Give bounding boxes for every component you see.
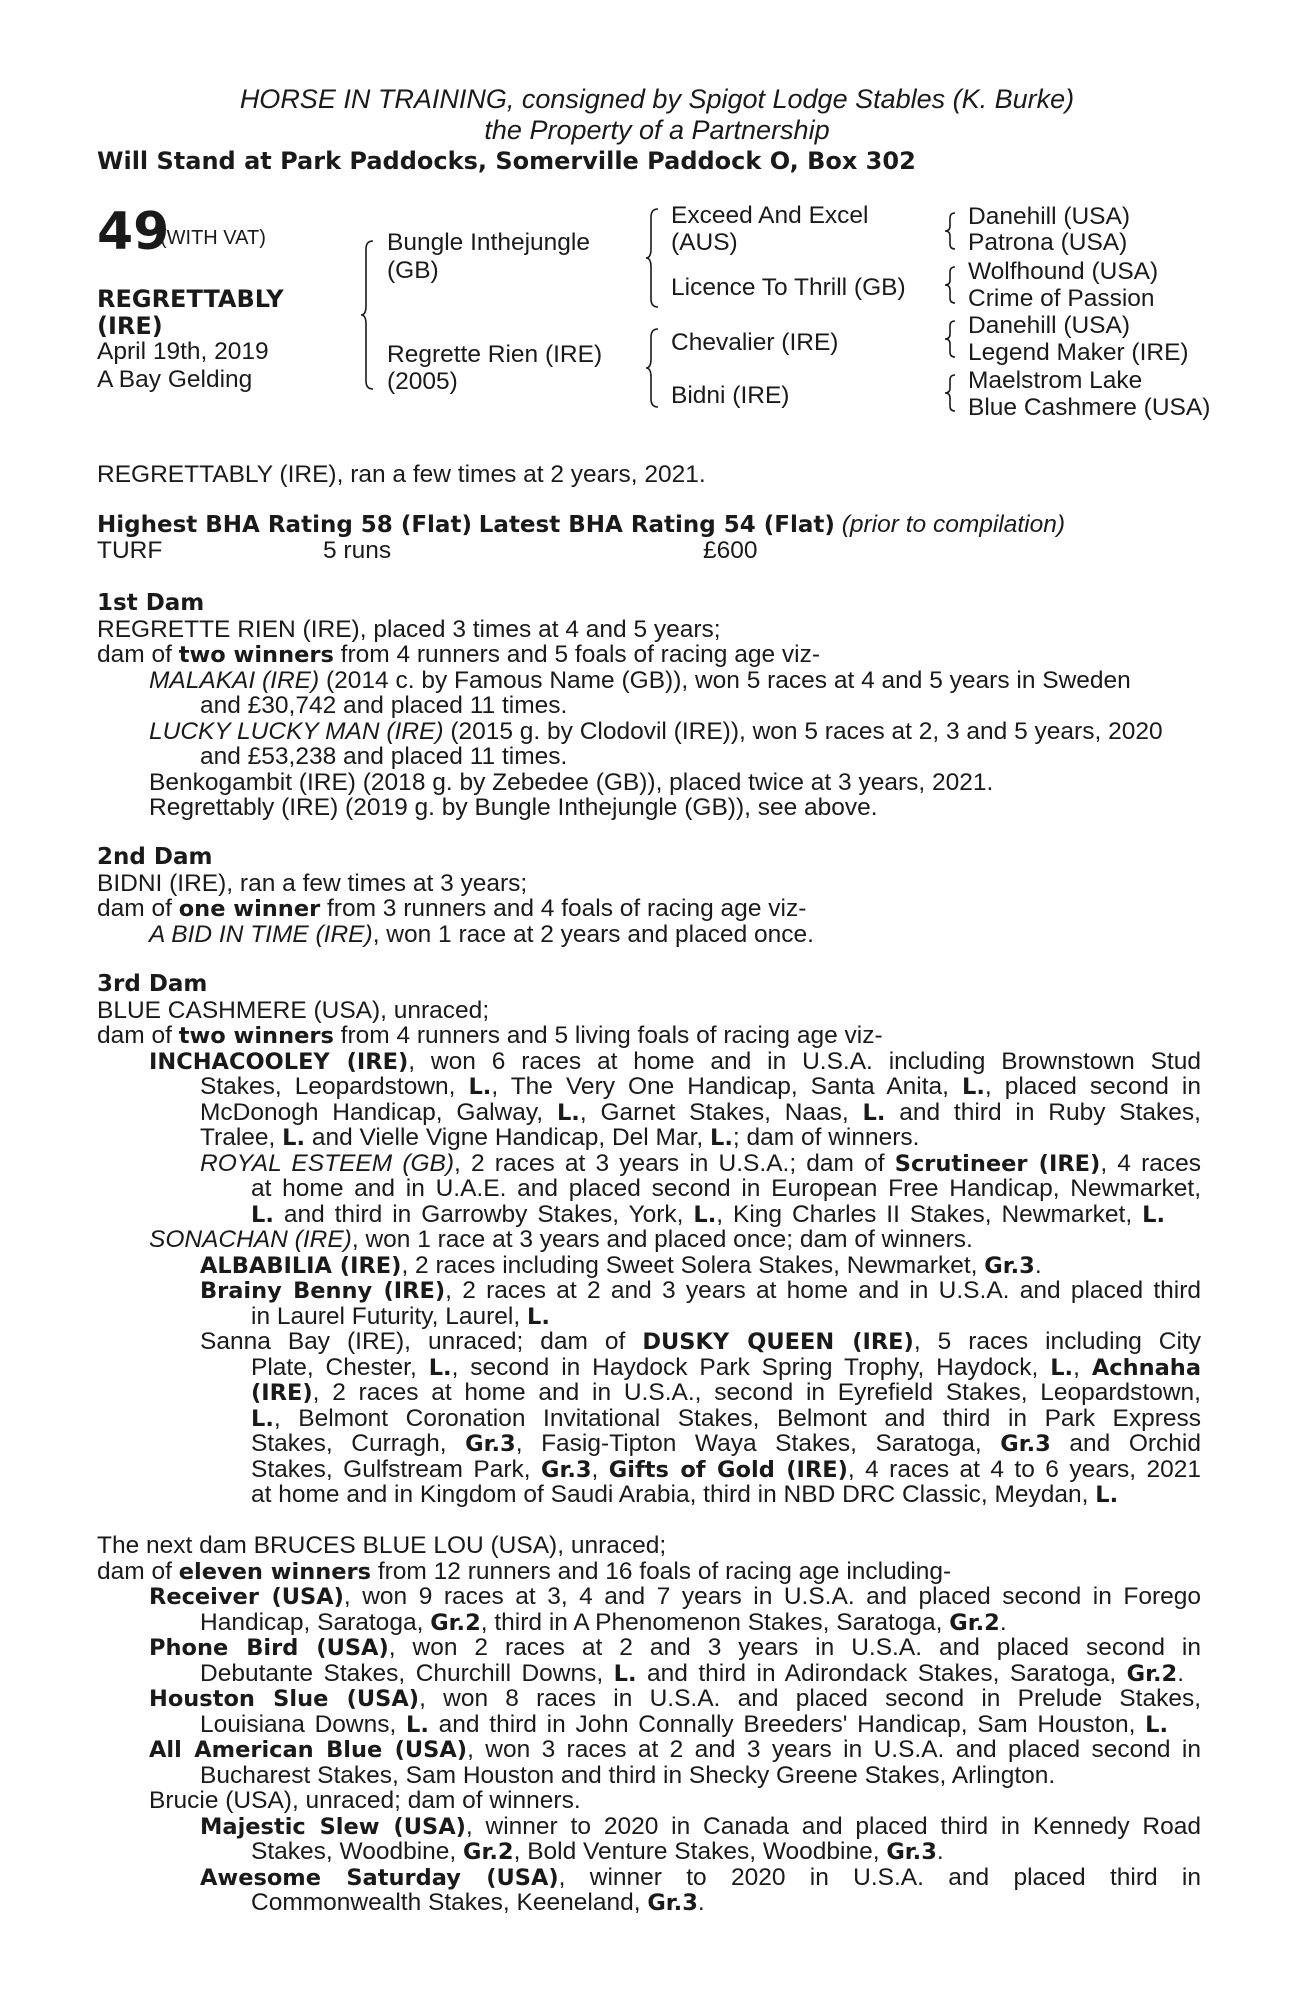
text: , Garnet Stakes, Naas, [579,1099,863,1126]
pedigree-ssd: Patrona (USA) [968,229,1128,256]
dam3-row [251,1457,1201,1483]
text: , Fasig-Tipton Waya Stakes, Saratoga, [515,1430,1001,1457]
bold-text: L. [1145,1712,1169,1738]
foaling-date: April 19th, 2019 [97,338,269,365]
text: , won 1 race at 2 years and placed once. [372,921,814,948]
text: Handicap, Saratoga, [200,1609,431,1636]
dam1-line1: REGRETTE RIEN (IRE), placed 3 times at 4 and 5 years; [97,616,721,643]
text: (2015 g. by Clodovil (IRE)), won 5 races at 2, 3 and 5 years, 2020 [443,718,1163,745]
dam3-row [251,1176,1201,1201]
dam3-row [200,1151,1201,1177]
bold-text: L. [526,1304,550,1330]
next-row [97,1533,666,1558]
dam3-row [200,1278,1201,1304]
dam3-row [251,1482,1118,1508]
dam3-row [149,1049,1201,1075]
bold-text: L. [556,1100,580,1126]
text: , won 6 races at home and in U.S.A. including Brownstown Stud [408,1048,1201,1075]
next-row [149,1635,1201,1661]
header-location: Will Stand at Park Paddocks, Somerville Paddock O, Box 302 [97,147,916,175]
bold-text: L. [1095,1482,1119,1508]
text: Brucie (USA), unraced; dam of winners. [149,1787,581,1814]
dam3-row [251,1202,1165,1228]
text: . [697,1889,705,1916]
pedigree-dss: Danehill (USA) [968,312,1131,339]
offspring-name: A BID IN TIME (IRE) [149,921,373,948]
bold-text: L. [251,1406,274,1432]
bold-text: Phone Bird (USA) [149,1635,389,1661]
text: and Vielle Vigne Handicap, Del Mar, [305,1124,711,1151]
bold-text: Majestic Slew (USA) [200,1814,466,1840]
dam1-offspring-1-cont: and £30,742 and placed 11 times. [200,692,568,719]
bold-text: Gr.3 [540,1457,592,1483]
text: , King Charles II Stakes, Newmarket, [716,1201,1143,1228]
italic-name: SONACHAN (IRE) [149,1226,352,1253]
text: dam of [97,895,179,922]
bold-text: Gr.2 [1126,1661,1178,1687]
text: dam of [97,1558,179,1585]
next-row [200,1814,1201,1840]
bold-text: L. [693,1202,717,1228]
winners-count: two winners [178,642,334,668]
rating-earnings: £600 [703,537,758,564]
dam3-row [251,1431,1201,1457]
bold-text: DUSKY QUEEN (IRE) [642,1329,914,1355]
bold-text: Gr.3 [984,1253,1035,1279]
next-row [149,1737,1201,1763]
dam3-row [200,1253,1042,1279]
dam3-row [251,1406,1201,1432]
text: , [591,1456,609,1483]
text: , third in A Phenomenon Stakes, Saratoga, [480,1609,950,1636]
text: . [936,1838,944,1865]
bold-text: ALBABILIA (IRE) [200,1253,402,1279]
pedigree-dam-sire: Chevalier (IRE) [671,329,839,356]
pedigree-brace-ds [944,320,958,358]
bold-text: L. [282,1125,306,1151]
text: and third in Adirondack Stakes, Saratoga, [636,1660,1127,1687]
bold-text: Gr.3 [647,1890,698,1916]
text: , The Very One Handicap, Santa Anita, [491,1073,962,1100]
pedigree-dam-dam: Bidni (IRE) [671,382,790,409]
text: , won 9 races at 3, 4 and 7 years in U.S.A. and placed second in Forego [343,1583,1201,1610]
winners-count: two winners [178,1023,334,1049]
bold-text: L. [428,1355,452,1381]
dam3-row [251,1355,1201,1381]
text: Sanna Bay (IRE), unraced; dam of [200,1328,643,1355]
text: , Bold Venture Stakes, Woodbine, [513,1838,887,1865]
text: . [1034,1252,1042,1279]
pedigree-dds: Maelstrom Lake [968,367,1143,394]
lot-number: 49 [97,202,170,262]
pedigree-sds: Wolfhound (USA) [968,258,1159,285]
text: , second in Haydock Park Spring Trophy, Haydock, [451,1354,1051,1381]
dam3-row [200,1125,919,1151]
pedigree-sire-dam: Licence To Thrill (GB) [671,274,906,301]
next-row [149,1686,1201,1712]
next-row [200,1661,1184,1687]
pedigree-brace-sire [645,208,661,308]
text: (2014 c. by Famous Name (GB)), won 5 races at 4 and 5 years in Sweden [319,667,1131,694]
dam2-offspring-1 [149,922,814,947]
text: Plate, Chester, [251,1354,429,1381]
bold-text: Scrutineer (IRE) [894,1151,1101,1177]
bold-text: Gr.2 [463,1839,514,1865]
text: , 2 races at 2 and 3 years at home and in U.S.A. and placed third [445,1277,1201,1304]
text: . [1177,1660,1184,1687]
bold-text: L. [251,1202,274,1228]
dam1-offspring-2 [149,719,1163,744]
next-row [200,1610,1007,1636]
text: , [1073,1354,1092,1381]
next-row [200,1763,1055,1788]
bold-text: L. [468,1074,492,1100]
text: Stakes, Gulfstream Park, [251,1456,541,1483]
bold-text: L. [406,1712,429,1738]
dam2-line1: BIDNI (IRE), ran a few times at 3 years; [97,870,528,897]
text: dam of [97,641,179,668]
dam1-line2 [97,642,820,668]
dam3-line1: BLUE CASHMERE (USA), unraced; [97,997,490,1024]
text: , won 8 races in U.S.A. and placed second in Prelude Stakes, [419,1685,1202,1712]
pedigree-brace-main [360,240,376,390]
rating-runs: 5 runs [323,537,392,564]
bold-text: Brainy Benny (IRE) [200,1278,446,1304]
dam3-row [149,1227,973,1252]
horse-name: REGRETTABLY [97,285,284,313]
text: Tralee, [200,1124,283,1151]
dam3-row [251,1380,1201,1406]
dam1-offspring-2-cont: and £53,238 and placed 11 times. [200,743,568,770]
text: , 4 races at 4 to 6 years, 2021 [847,1456,1201,1483]
text: in Laurel Futurity, Laurel, [251,1303,527,1330]
text: , 2 races including Sweet Solera Stakes, Newmarket, [401,1252,985,1279]
pedigree-sdd: Crime of Passion [968,285,1155,312]
text: Stakes, Curragh, [251,1430,466,1457]
dam2-heading: 2nd Dam [97,844,213,870]
text: from 4 runners and 5 foals of racing age viz- [333,641,821,668]
pedigree-sss: Danehill (USA) [968,203,1131,230]
pedigree-sire: Bungle Inthejungle [387,229,590,256]
highest-rating: Highest BHA Rating 58 (Flat) [97,512,472,538]
text: , 2 races at 3 years in U.S.A.; dam of [454,1150,895,1177]
next-row [149,1584,1201,1610]
bold-text: Receiver (USA) [149,1584,344,1610]
dam3-row [200,1329,1201,1355]
pedigree-ddd: Blue Cashmere (USA) [968,394,1211,421]
text: ; dam of winners. [732,1124,920,1151]
text: Debutante Stakes, Churchill Downs, [200,1660,614,1687]
bold-text: L. [961,1074,985,1100]
vat-note: (WITH VAT) [160,227,266,249]
offspring-name: LUCKY LUCKY MAN (IRE) [149,718,444,745]
rating-surface: TURF [97,537,163,564]
text: McDonogh Handicap, Galway, [200,1099,557,1126]
dam3-row [251,1304,550,1330]
dam1-offspring-1 [149,668,1131,693]
next-row [251,1890,705,1916]
pedigree-brace-sd [944,266,958,304]
bold-text: Gr.3 [886,1839,937,1865]
bold-text: Gr.2 [430,1610,481,1636]
text: Stakes, Leopardstown, [200,1073,469,1100]
text: . [999,1609,1007,1636]
text: , won 2 races at 2 and 3 years in U.S.A. and placed second in [388,1634,1201,1661]
next-row [200,1712,1168,1738]
header-subtitle: the Property of a Partnership [484,115,830,145]
next-row [149,1788,581,1813]
text: , placed second in [984,1073,1201,1100]
text: dam of [97,1022,179,1049]
bold-text: Awesome Saturday (USA) [200,1865,559,1891]
dam3-row [200,1074,1201,1100]
pedigree-brace-dd [944,374,958,412]
bold-text: INCHACOOLEY (IRE) [149,1049,409,1075]
text: and third in Ruby Stakes, [885,1099,1201,1126]
horse-country: (IRE) [97,312,163,340]
bold-text: L. [710,1125,733,1151]
text: Stakes, Woodbine, [251,1838,464,1865]
text: and third in Garrowby Stakes, York, [273,1201,694,1228]
pedigree-sire-country: (GB) [387,257,439,284]
pedigree-brace-ss [944,212,958,250]
rating-line [97,512,1065,538]
bold-text: L. [613,1661,637,1687]
race-summary: REGRETTABLY (IRE), ran a few times at 2 years, 2021. [97,461,706,488]
text: The next dam BRUCES BLUE LOU (USA), unraced; [97,1532,667,1559]
pedigree-sire-sire-country: (AUS) [671,229,738,256]
bold-text: L. [1050,1355,1074,1381]
pedigree-dam-year: (2005) [387,368,458,395]
text: , winner to 2020 in U.S.A. and placed third in [558,1864,1201,1891]
next-row [97,1559,951,1585]
horse-description: A Bay Gelding [97,366,253,393]
text: Louisiana Downs, [200,1711,407,1738]
dam1-offspring-4: Regrettably (IRE) (2019 g. by Bungle Inthejungle (GB)), see above. [149,794,878,821]
text: , 5 races including City [913,1328,1201,1355]
rating-note: (prior to compilation) [841,511,1066,538]
text: from 12 runners and 16 foals of racing age including- [371,1558,952,1585]
pedigree-brace-dam [645,328,661,408]
winners-count: one winner [178,896,321,922]
text: at home and in Kingdom of Saudi Arabia, third in NBD DRC Classic, Meydan, [251,1481,1096,1508]
text: , Belmont Coronation Invitational Stakes, Belmont and third in Park Express [273,1405,1201,1432]
bold-text: Gr.3 [465,1431,516,1457]
pedigree-dsd: Legend Maker (IRE) [968,339,1189,366]
bold-text: Achnaha [1091,1355,1201,1381]
bold-text: Gr.3 [1000,1431,1051,1457]
text: and third in John Connally Breeders' Handicap, Sam Houston, [428,1711,1146,1738]
header-title: HORSE IN TRAINING, consigned by Spigot Lodge Stables (K. Burke) [239,84,1075,114]
bold-text: L. [1142,1202,1165,1228]
next-row [200,1865,1201,1891]
pedigree-dam: Regrette Rien (IRE) [387,341,603,368]
next-row [251,1839,944,1865]
text: at home and in U.A.E. and placed second in European Free Handicap, Newmarket, [251,1175,1201,1202]
dam2-line2 [97,896,806,922]
dam3-heading: 3rd Dam [97,971,208,997]
text: , 2 races at home and in U.S.A., second in Eyrefield Stakes, Leopardstown, [312,1379,1201,1406]
italic-name: ROYAL ESTEEM (GB) [200,1150,455,1177]
pedigree-sire-sire: Exceed And Excel [671,202,869,229]
offspring-name: MALAKAI (IRE) [149,667,320,694]
bold-text: Gifts of Gold (IRE) [608,1457,848,1483]
bold-text: Houston Slue (USA) [149,1686,420,1712]
dam1-heading: 1st Dam [97,590,205,616]
text: Commonwealth Stakes, Keeneland, [251,1889,648,1916]
dam1-offspring-3: Benkogambit (IRE) (2018 g. by Zebedee (GB)), placed twice at 3 years, 2021. [149,769,994,796]
dam3-line2 [97,1023,883,1049]
text: Bucharest Stakes, Sam Houston and third in Shecky Greene Stakes, Arlington. [200,1762,1056,1789]
bold-text: eleven winners [178,1559,372,1585]
text: , 4 races [1100,1150,1201,1177]
latest-rating: Latest BHA Rating 54 (Flat) [478,512,835,538]
text: from 3 runners and 4 foals of racing age viz- [320,895,807,922]
bold-text: Gr.2 [949,1610,1000,1636]
bold-text: (IRE) [251,1380,313,1406]
text: from 4 runners and 5 living foals of racing age viz- [333,1022,883,1049]
bold-text: L. [862,1100,886,1126]
text: , won 1 race at 3 years and placed once; dam of winners. [351,1226,973,1253]
dam3-row [200,1100,1201,1126]
text: , winner to 2020 in Canada and placed third in Kennedy Road [465,1813,1201,1840]
text: , won 3 races at 2 and 3 years in U.S.A. and placed second in [467,1736,1201,1763]
bold-text: All American Blue (USA) [149,1737,468,1763]
text: and Orchid [1050,1430,1201,1457]
